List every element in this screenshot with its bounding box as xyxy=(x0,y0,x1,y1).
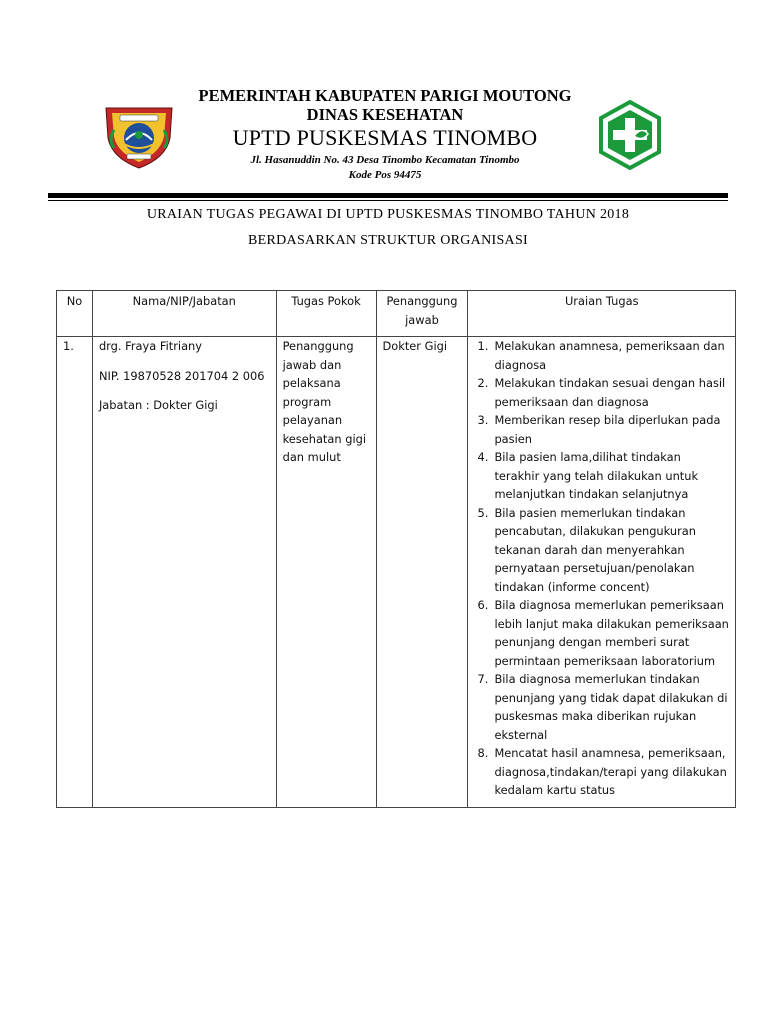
main-duty: Penanggung jawab dan pelaksana program pelayanan kesehatan gigi dan mulut xyxy=(276,337,376,808)
list-item-text: Bila diagnosa memerlukan tindakan penunjang yang tidak dapat dilakukan di puskesmas maka diberikan rujukan eksternal xyxy=(494,672,728,742)
employee-name: drg. Fraya Fitriany xyxy=(98,339,203,353)
letterhead-text xyxy=(160,86,610,182)
list-item-text: Bila pasien lama,dilihat tindakan terakhir yang telah dilakukan untuk melanjutkan tindakan selanjutnya xyxy=(494,450,699,501)
list-item xyxy=(474,670,729,744)
list-item-number: 1. xyxy=(477,339,489,353)
department-name: DINAS KESEHATAN xyxy=(306,105,464,124)
government-name: PEMERINTAH KABUPATEN PARIGI MOUTONG xyxy=(198,86,572,105)
header-uraian: Uraian Tugas xyxy=(468,291,736,337)
document-subtitle: BERDASARKAN STRUKTUR ORGANISASI xyxy=(248,233,528,248)
list-item-number: 8. xyxy=(477,746,489,760)
list-item-number: 5. xyxy=(477,505,489,520)
table-header-row xyxy=(57,291,736,337)
list-item xyxy=(474,744,729,800)
responsible-party: Dokter Gigi xyxy=(376,337,468,808)
table-row xyxy=(57,337,736,808)
list-item-text: Melakukan anamnesa, pemeriksaan dan diagnosa xyxy=(494,339,725,372)
duty-details-cell xyxy=(468,337,736,808)
header-no: No xyxy=(57,291,93,337)
list-item-text: Mencatat hasil anamnesa, pemeriksaan, diagnosa,tindakan/terapi yang dilakukan kedalam kartu status xyxy=(494,746,727,797)
list-item-text: Bila diagnosa memerlukan pemeriksaan lebih lanjut maka dilakukan pemeriksaan penunjang dengan memberi surat permintaan pemeriksaan laboratorium xyxy=(494,598,729,668)
header-penanggung-jawab: Penanggung jawab xyxy=(376,291,468,337)
list-item-number: 6. xyxy=(477,598,489,612)
list-item xyxy=(474,504,729,597)
list-item xyxy=(474,596,729,670)
address: Jl. Hasanuddin No. 43 Desa Tinombo Kecamatan Tinombo xyxy=(250,154,520,166)
duty-list xyxy=(474,337,729,800)
document-title: URAIAN TUGAS PEGAWAI DI UPTD PUSKESMAS TINOMBO TAHUN 2018 xyxy=(146,207,630,222)
letterhead-rule-thin xyxy=(48,200,728,201)
employee-cell xyxy=(92,337,276,808)
letterhead xyxy=(0,0,768,200)
employee-nip: NIP. 19870528 201704 2 006 xyxy=(98,368,265,383)
row-number: 1. xyxy=(57,337,93,808)
duty-table xyxy=(56,290,736,808)
list-item-text: Memberikan resep bila diperlukan pada pasien xyxy=(494,413,721,446)
list-item-text: Melakukan tindakan sesuai dengan hasil pemeriksaan dan diagnosa xyxy=(494,376,726,409)
header-nama: Nama/NIP/Jabatan xyxy=(92,291,276,337)
list-item-number: 3. xyxy=(477,413,489,427)
list-item-number: 7. xyxy=(477,672,489,686)
letterhead-rule xyxy=(48,193,728,198)
list-item xyxy=(474,448,729,504)
list-item xyxy=(474,411,729,448)
puskesmas-logo-icon xyxy=(598,100,662,170)
postal-code: Kode Pos 94475 xyxy=(348,169,422,181)
header-tugas-pokok: Tugas Pokok xyxy=(276,291,376,337)
institution-name: UPTD PUSKESMAS TINOMBO xyxy=(232,125,538,150)
list-item-number: 2. xyxy=(477,376,489,390)
list-item-text: Bila pasien memerlukan tindakan pencabutan, dilakukan pengukuran tekanan darah dan menyerahkan pernyataan persetujuan/penolakan tindakan (informe concent) xyxy=(494,505,696,594)
list-item xyxy=(474,337,729,374)
list-item xyxy=(474,374,729,411)
list-item-number: 4. xyxy=(477,450,489,464)
employee-position: Jabatan : Dokter Gigi xyxy=(98,398,218,412)
